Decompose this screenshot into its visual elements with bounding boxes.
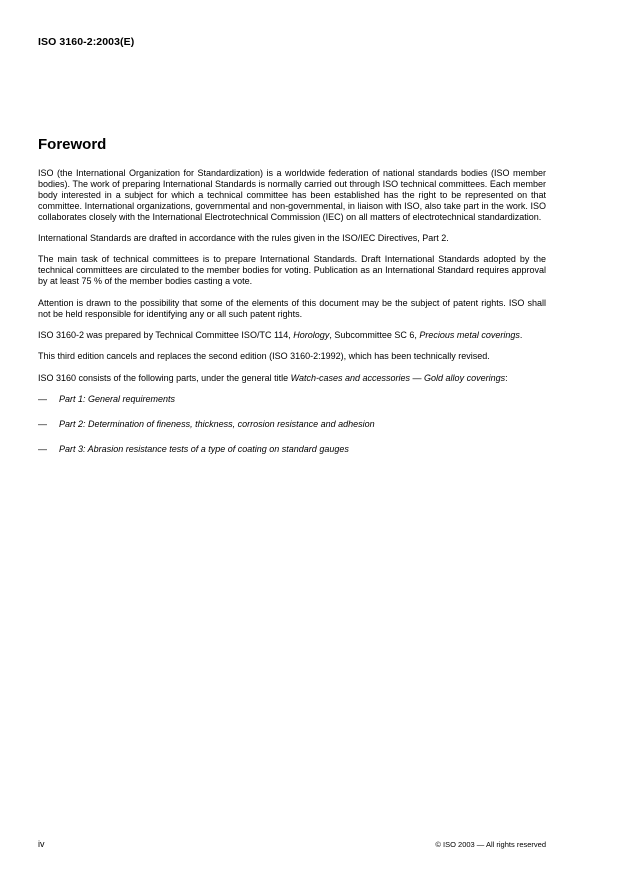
paragraph-drafting-rules: International Standards are drafted in accordance with the rules given in the ISO/IEC Directives, Part 2.: [38, 233, 449, 244]
list-dash: —: [38, 444, 47, 455]
document-id: ISO 3160-2:2003(E): [38, 36, 135, 48]
part-title: Part 2: Determination of fineness, thickness, corrosion resistance and adhesion: [59, 419, 375, 430]
part-title: Part 1: General requirements: [59, 394, 176, 405]
paragraph-prepared-by: [38, 330, 546, 341]
copyright-notice: © ISO 2003 — All rights reserved: [435, 840, 546, 849]
general-title: Watch-cases and accessories — Gold alloy coverings: [290, 372, 506, 383]
list-item: [38, 394, 546, 405]
parts-list: [38, 394, 546, 455]
subcommittee-name: Precious metal coverings: [419, 329, 520, 340]
paragraph-parts-intro: [38, 373, 546, 384]
paragraph-patent-notice: Attention is drawn to the possibility that some of the elements of this document may be the subject of patent rights. ISO shall not be held responsible for identifying any or all such patent rights.: [38, 297, 546, 319]
page-number: iv: [38, 839, 45, 849]
page-title: Foreword: [38, 136, 107, 153]
parts-intro-text: ISO 3160 consists of the following parts, under the general title: [38, 372, 291, 383]
prepared-by-text-3: .: [519, 329, 523, 340]
list-dash: —: [38, 394, 47, 405]
prepared-by-text-2: , Subcommittee SC 6,: [329, 329, 420, 340]
paragraph-committee-task: The main task of technical committees is to prepare International Standards. Draft International Standards adopted by the technical committees are circulated to the member bodies for voting. Publication as an International Standard requires approval by at least 75 % of the member bodies casting a vote.: [38, 254, 546, 287]
parts-intro-colon: :: [505, 372, 508, 383]
prepared-by-text-1: ISO 3160-2 was prepared by Technical Committee ISO/TC 114,: [38, 329, 294, 340]
paragraph-iso-overview: ISO (the International Organization for Standardization) is a worldwide federation of national standards bodies (ISO member bodies). The work of preparing International Standards is normally carried out through ISO technical committees. Each member body interested in a subject for which a technical committee has been established has the right to be represented on that committee. International organizations, governmental and non-governmental, in liaison with ISO, also take part in the work. ISO collaborates closely with the International Electrotechnical Commission (IEC) on all matters of electrotechnical standardization.: [38, 168, 546, 222]
list-item: [38, 444, 546, 455]
committee-name: Horology: [293, 329, 330, 340]
foreword-body: [38, 168, 546, 469]
paragraph-edition: This third edition cancels and replaces the second edition (ISO 3160-2:1992), which has been technically revised.: [38, 351, 490, 362]
list-item: [38, 419, 546, 430]
list-dash: —: [38, 419, 47, 430]
part-title: Part 3: Abrasion resistance tests of a type of coating on standard gauges: [59, 444, 349, 455]
